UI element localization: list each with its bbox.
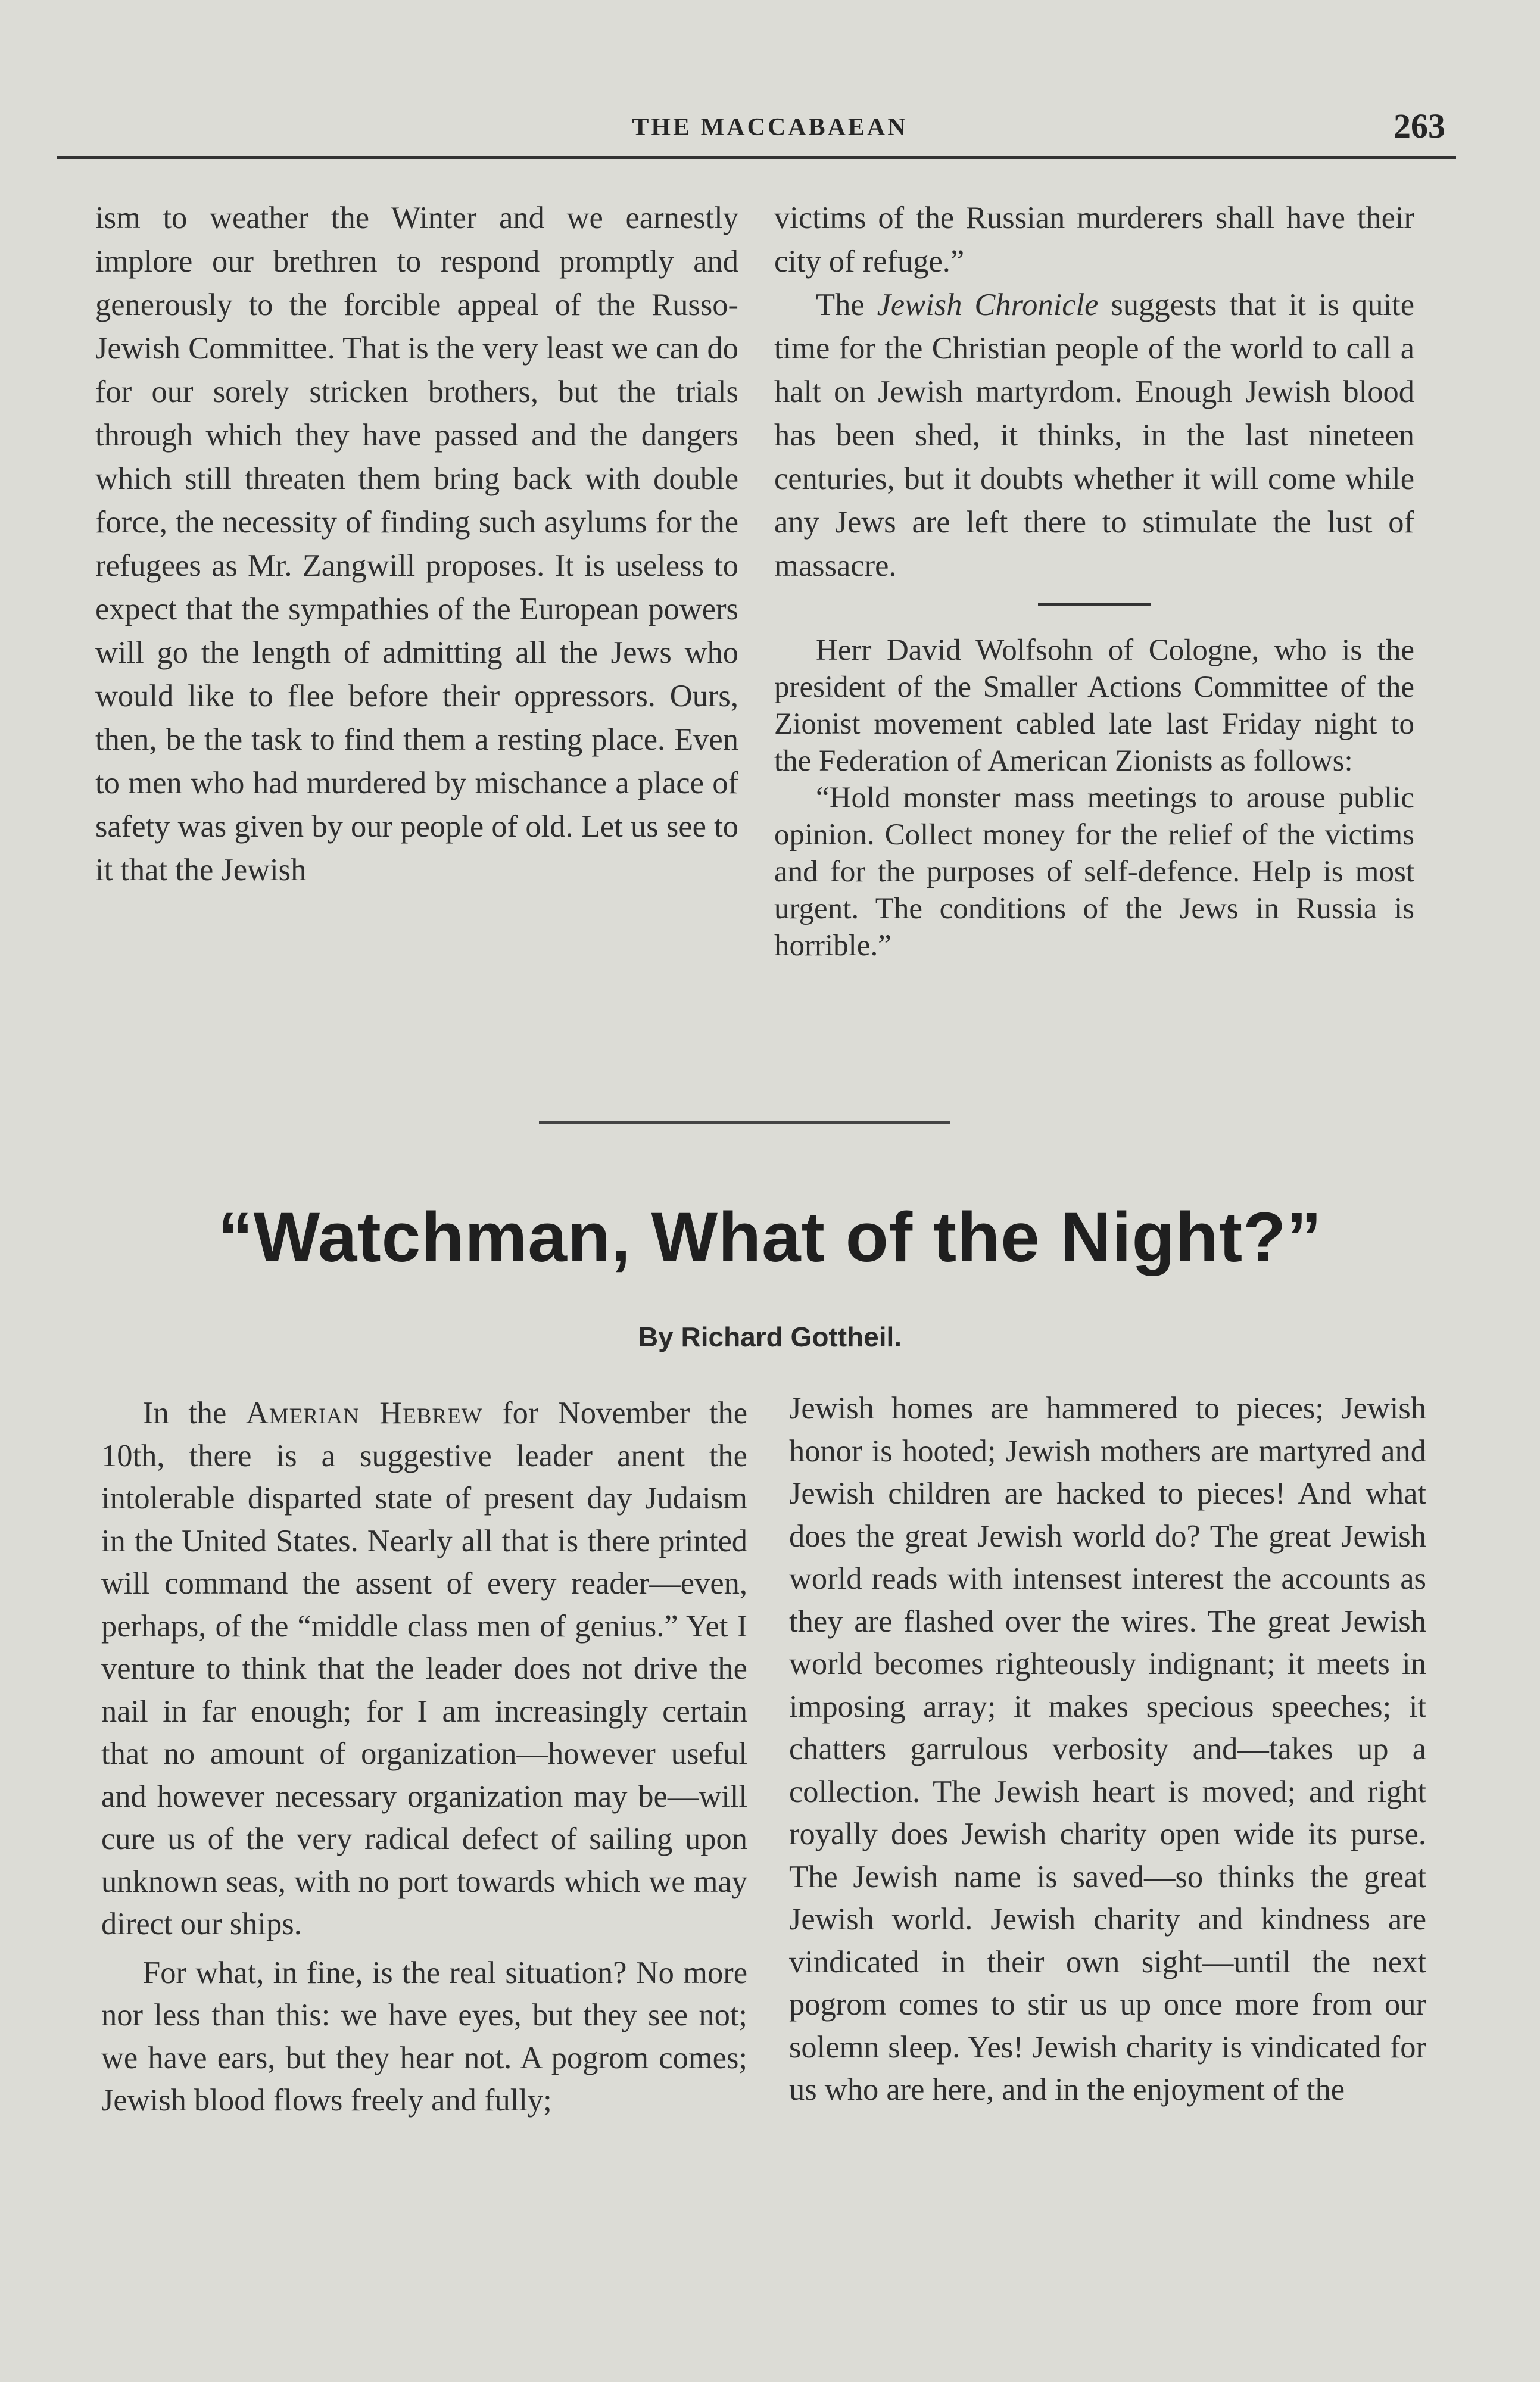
article-divider <box>539 1121 950 1124</box>
header-rule <box>57 156 1456 159</box>
running-header: THE MACCABAEAN <box>632 114 908 141</box>
upper-right-paragraph-3: Herr David Wolfsohn of Cologne, who is the president of the Smaller Actions Committee of the Zionist movement cabled late last Friday night to the Federation of American Zionists as follows: <box>774 634 1414 778</box>
upper-left-paragraph: ism to weather the Winter and we earnestly implore our brethren to respond promptly and generously to the forcible appeal of the Russo-Jewish Committee. That is the very least we can do for our sorely stricken brothers, but the trials through which they have passed and the dangers which still threaten them bring back with double force, the necessity of finding such asylums for the refugees as Mr. Zangwill proposes. It is useless to expect that the sympathies of the European powers will go the length of admitting all the Jews who would like to flee before their oppressors. Ours, then, be the task to find them a resting place. Even to men who had murdered by mischance a place of safety was given by our people of old. Let us see to it that the Jewish <box>95 201 738 887</box>
article-left-paragraph-1 <box>101 1392 747 1946</box>
upper-right-column <box>774 197 1414 964</box>
publication-name: Amerian Hebrew <box>245 1396 483 1430</box>
publication-name: Jewish Chronicle <box>877 288 1099 322</box>
upper-left-column <box>95 197 738 892</box>
text-run: The <box>816 288 877 322</box>
article-right-paragraph: Jewish homes are hammered to pieces; Jewish honor is hooted; Jewish mothers are martyred and Jewish children are hacked to pieces! And what does the great Jewish world do? The great Jewish world reads with intensest interest the accounts as they are flashed over the wires. The great Jewish world becomes righteously indignant; it meets in imposing array; it makes specious speeches; it chatters garrulous verbosity and—takes up a collection. The Jewish heart is moved; and right royally does Jewish charity open wide its purse. The Jewish name is saved—so thinks the great Jewish world. Jewish charity and kindness are vindicated in their own sight—until the next pogrom comes to stir us up once more from our solemn sleep. Yes! Jewish charity is vindicated for us who are here, and in the enjoyment of the <box>789 1391 1426 2107</box>
article-byline: By Richard Gottheil. <box>638 1321 902 1352</box>
page-number: 263 <box>1394 107 1445 145</box>
upper-right-paragraph-2 <box>774 283 1414 588</box>
section-divider <box>1038 603 1151 606</box>
article-left-paragraph-2: For what, in fine, is the real situation? No more nor less than this: we have eyes, but they see not; we have ears, but they hear not. A pogrom comes; Jewish blood flows freely and fully; <box>101 1955 747 2118</box>
text-run: In the <box>143 1396 246 1430</box>
text-run: for November the 10th, there is a suggestive leader anent the intolerable disparted state of present day Judaism in the United States. Nearly all that is there printed will command the assent of every reader—even, perhaps, of the “middle class men of genius.” Yet I venture to think that the leader does not drive the nail in far enough; for I am increasingly certain that no amount of organization—however useful and however necessary organization may be—will cure us of the very radical defect of sailing upon unknown seas, with no port towards which we may direct our ships. <box>101 1396 748 1941</box>
upper-right-paragraph-4: “Hold monster mass meetings to arouse public opinion. Collect money for the relief of the victims and for the purposes of self-defence. Help is most urgent. The conditions of the Jews in Russia is horrible.” <box>774 781 1414 962</box>
text-run: suggests that it is quite time for the Christian people of the world to call a halt on Jewish martyrdom. Enough Jewish blood has been shed, it thinks, in the last nineteen centuries, but it doubts whether it will come while any Jews are left there to stimulate the lust of massacre. <box>774 288 1415 583</box>
upper-right-paragraph-1: victims of the Russian murderers shall have their city of refuge.” <box>774 201 1414 279</box>
article-right-column <box>789 1388 1426 2112</box>
article-title: “Watchman, What of the Night?” <box>217 1198 1323 1277</box>
article-left-column <box>101 1392 747 2122</box>
